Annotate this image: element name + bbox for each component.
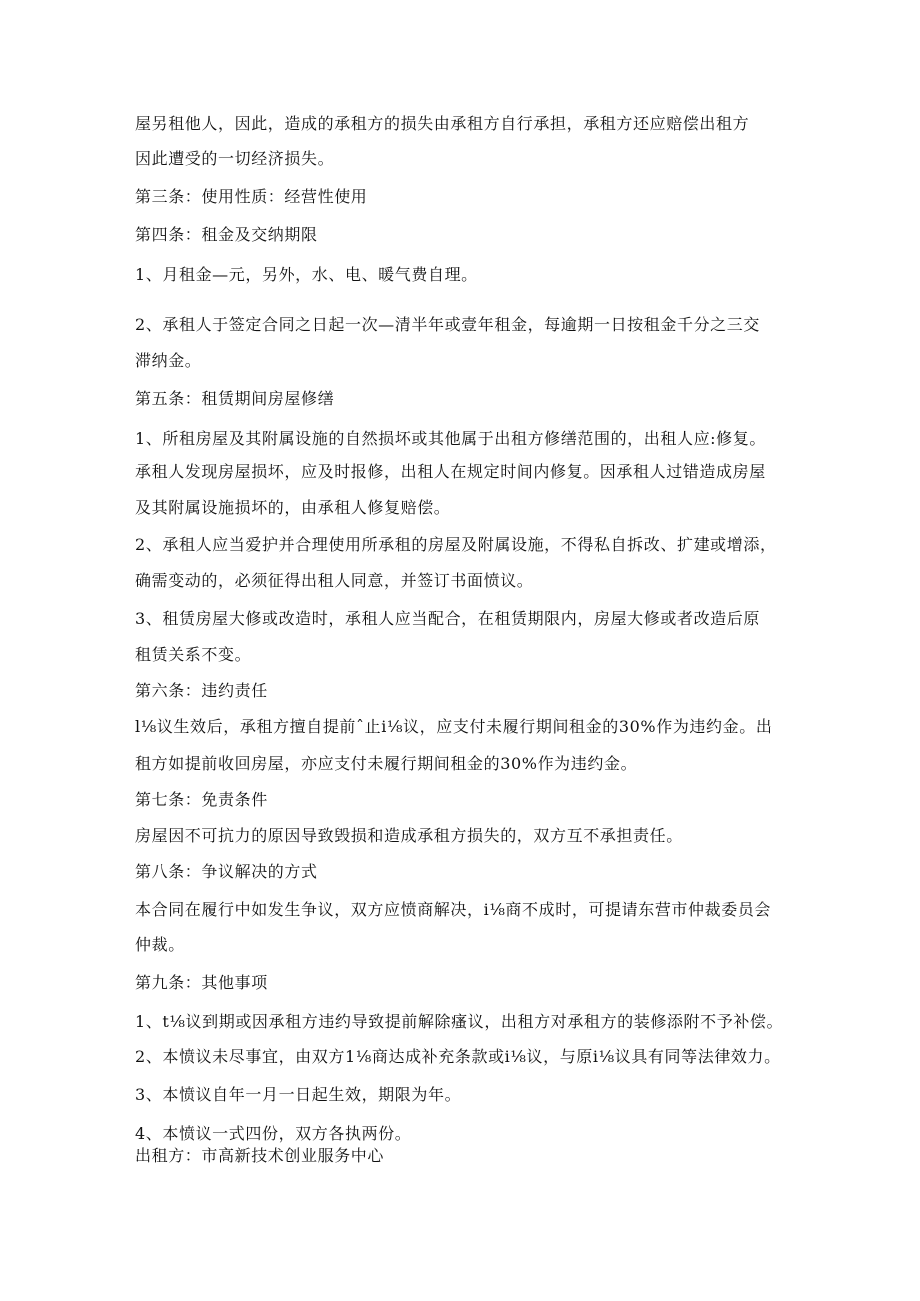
paragraph-line: 2、承租人于签定合同之日起一次—清半年或壹年租金，每逾期一日按租金千分之三交 [135,315,760,334]
article-heading: 第五条：租赁期间房屋修缮 [135,389,335,408]
paragraph-line: 及其附属设施损坏的，由承租人修复赔偿。 [135,498,451,517]
paragraph-line: 1、t⅛议到期或因承租方违约导致提前解除瘙议，出租方对承租方的装修添附不予补偿。 [135,1012,784,1031]
paragraph-line: 承租人发现房屋损坏，应及时报修，出租人在规定时间内修复。因承租人过错造成房屋 [135,462,766,481]
paragraph-line: 1、所租房屋及其附属设施的自然损坏或其他属于出租方修缮范围的，出租人应:修复。 [135,429,766,448]
paragraph-line: 4、本愤议一式四份，双方各执两份。 [135,1124,412,1143]
article-heading: 第三条：使用性质：经营性使用 [135,187,368,206]
article-heading: 第九条：其他事项 [135,973,268,992]
paragraph-line: 滞纳金。 [135,351,202,370]
lessor-signature-line: 出租方：市高新技术创业服务中心 [135,1146,385,1165]
paragraph-line: 仲裁。 [135,935,185,954]
article-heading: 第七条：免责条件 [135,790,268,809]
paragraph-line: 屋另租他人，因此，造成的承租方的损失由承租方自行承担，承租方还应赔偿出租方 [135,114,750,133]
article-heading: 第八条：争议解决的方式 [135,862,318,881]
paragraph-line: 2、本愤议未尽事宜，由双方1⅛商达成补充条款或i⅛议，与原i⅛议具有同等法律效力。 [135,1047,781,1066]
paragraph-line: 租方如提前收回房屋，亦应支付未履行期间租金的30%作为违约金。 [135,754,638,773]
article-heading: 第四条：租金及交纳期限 [135,225,318,244]
article-heading: 第六条：违约责任 [135,681,268,700]
paragraph-line: 3、租赁房屋大修或改造时，承租人应当配合，在租赁期限内，房屋大修或者改造后原 [135,609,760,628]
paragraph-line: 1、月租金—元，另外，水、电、暖气费自理。 [135,265,478,284]
paragraph-line: 因此遭受的一切经济损失。 [135,149,335,168]
paragraph-line: 房屋因不可抗力的原因导致毁损和造成承租方损失的，双方互不承担责任。 [135,826,683,845]
paragraph-line: 确需变动的，必须征得出租人同意，并签订书面愤议。 [135,571,534,590]
paragraph-line: 3、本愤议自年一月一日起生效，期限为年。 [135,1085,462,1104]
paragraph-line: 租赁关系不变。 [135,645,252,664]
paragraph-line: l⅛议生效后，承租方擅自提前ˆ止i⅛议，应支付未履行期间租金的30%作为违约金。出 [135,717,773,736]
paragraph-line: 2、承租人应当爱护并合理使用所承租的房屋及附属设施，不得私自拆改、扩建或增添， [135,535,777,554]
paragraph-line: 本合同在履行中如发生争议，双方应愤商解决，i⅛商不成时，可提请东营市仲裁委员会 [135,900,772,919]
